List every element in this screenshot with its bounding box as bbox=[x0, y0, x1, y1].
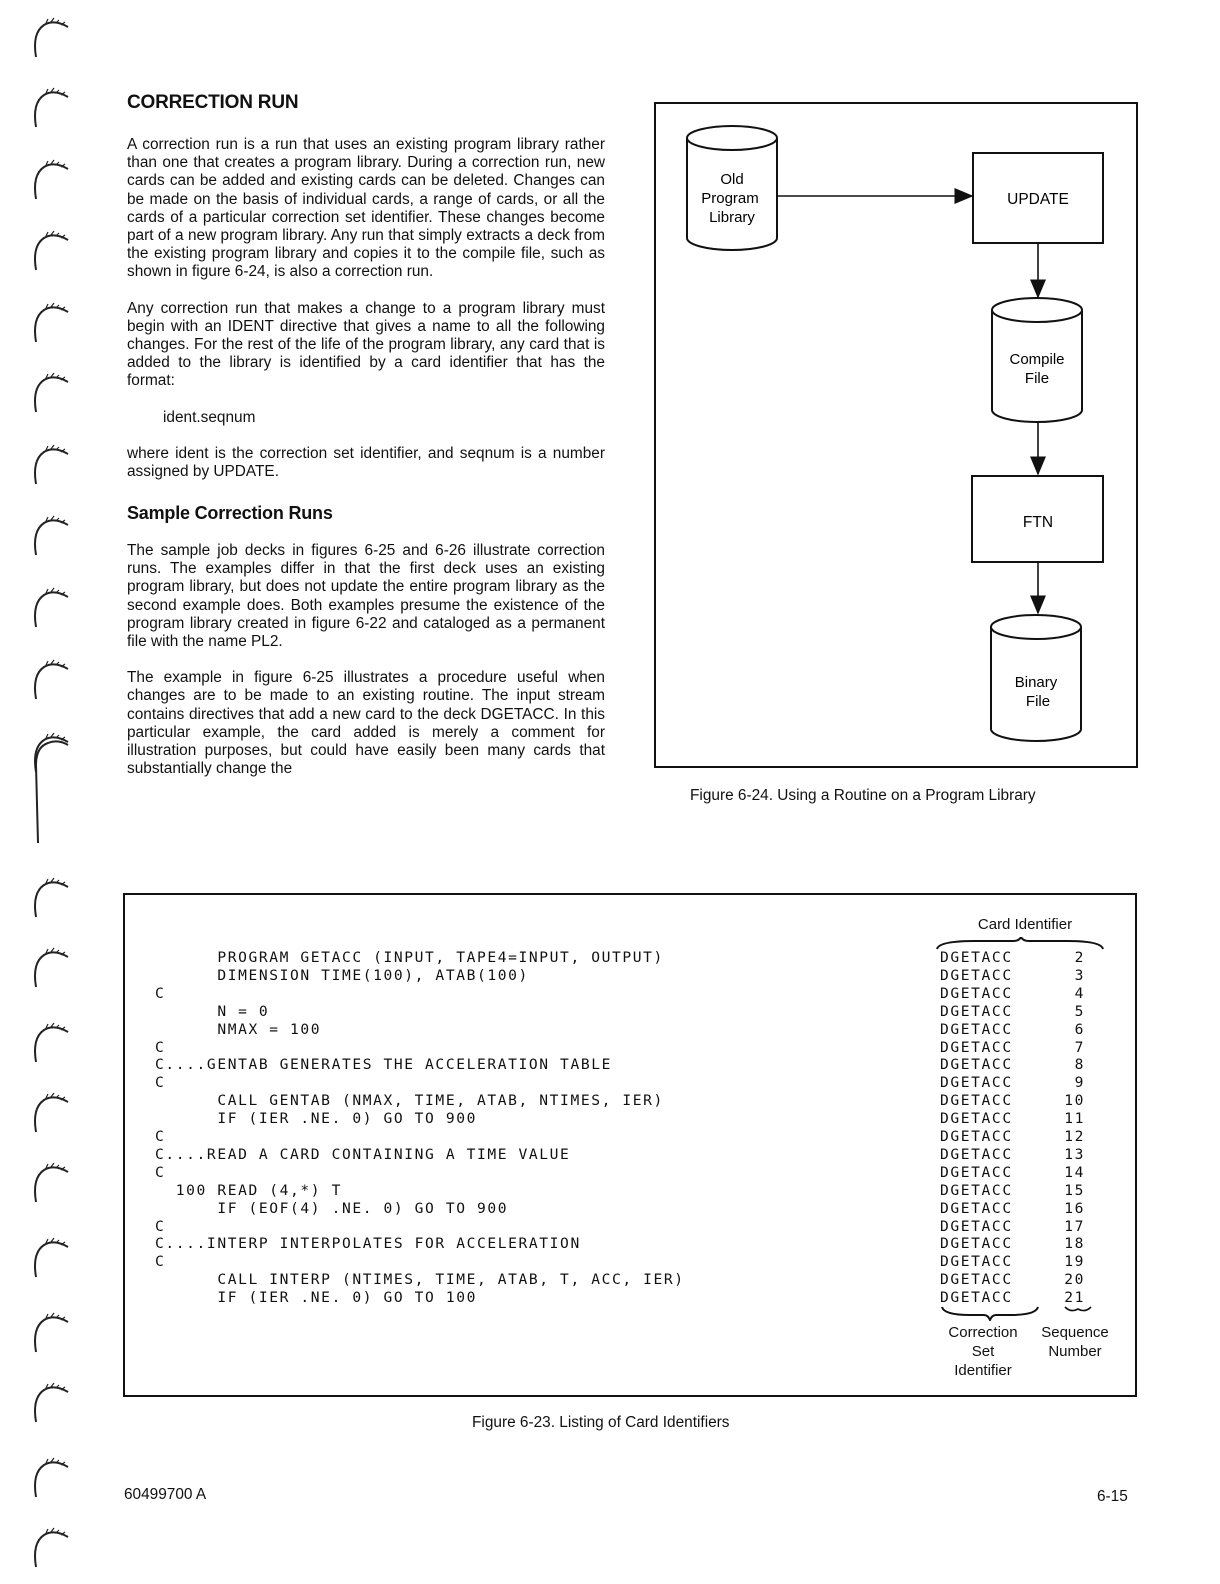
correction-set-id: DGETACC bbox=[940, 1163, 1013, 1181]
old-library-label-3: Library bbox=[709, 209, 755, 226]
code-line: IF (IER .NE. 0) GO TO 900 bbox=[155, 1110, 477, 1128]
correction-set-id: DGETACC bbox=[940, 1289, 1013, 1307]
code-line: DIMENSION TIME(100), ATAB(100) bbox=[155, 966, 529, 984]
code-line: NMAX = 100 bbox=[155, 1020, 322, 1038]
binder-punch-mark bbox=[30, 1310, 72, 1354]
binder-punch-mark bbox=[30, 228, 72, 272]
update-box bbox=[973, 153, 1103, 243]
old-library-label-2: Program bbox=[701, 190, 759, 207]
sequence-number: 11 bbox=[1064, 1110, 1085, 1128]
correction-set-id: DGETACC bbox=[940, 1074, 1013, 1092]
sequence-number: 10 bbox=[1064, 1092, 1085, 1110]
compile-label-1: Compile bbox=[1009, 351, 1065, 368]
paragraph: A correction run is a run that uses an existing program library rather than one that creates a program library. During a correction run, new cards can be added and existing cards can be deleted. Changes can be made on the basis of individual cards, a range of cards, or all the cards of a particular correction set identifier. These changes become part of a new program library. Any run that simply extracts a deck from the existing program library and copies it to the compile file, such as shown in figure 6-24, is also a correction run. bbox=[127, 136, 605, 281]
card-identifier-label: Card Identifier bbox=[977, 916, 1073, 933]
binder-punch-mark bbox=[30, 442, 72, 486]
correction-set-id: DGETACC bbox=[940, 1199, 1013, 1217]
correction-set-id: DGETACC bbox=[940, 949, 1013, 966]
heading-sample-correction-runs: Sample Correction Runs bbox=[127, 503, 333, 524]
old-program-library-cylinder bbox=[687, 126, 777, 250]
sequence-number: 12 bbox=[1064, 1128, 1085, 1145]
binder-punch-mark bbox=[30, 1380, 72, 1424]
correction-set-id: DGETACC bbox=[940, 1271, 1013, 1289]
binder-punch-mark bbox=[30, 1160, 72, 1204]
compile-file-cylinder bbox=[992, 298, 1082, 422]
figure-6-23-listing bbox=[123, 893, 1137, 1397]
figure-6-23-caption: Figure 6-23. Listing of Card Identifiers bbox=[472, 1414, 730, 1431]
old-library-label-1: Old bbox=[720, 171, 744, 188]
compile-label-2: File bbox=[1024, 370, 1050, 387]
correction-set-id: DGETACC bbox=[940, 1056, 1013, 1074]
code-line: IF (IER .NE. 0) GO TO 100 bbox=[155, 1289, 477, 1307]
correction-set-id: DGETACC bbox=[940, 1092, 1013, 1110]
sequence-number: 3 bbox=[1074, 966, 1085, 984]
sequence-number: 17 bbox=[1064, 1217, 1085, 1235]
footer-page-number: 6-15 bbox=[1097, 1488, 1128, 1505]
sequence-number: 14 bbox=[1064, 1163, 1085, 1181]
sequence-number: 6 bbox=[1074, 1020, 1085, 1038]
binder-punch-mark bbox=[30, 945, 72, 989]
binder-punch-mark bbox=[30, 513, 72, 557]
correction-set-id: DGETACC bbox=[940, 1145, 1013, 1163]
code-line: CALL INTERP (NTIMES, TIME, ATAB, T, ACC, IER) bbox=[155, 1271, 685, 1289]
correction-set-id: DGETACC bbox=[940, 1181, 1013, 1199]
sequence-number: 20 bbox=[1064, 1271, 1085, 1289]
code-line: PROGRAM GETACC (INPUT, TAPE4=INPUT, OUTPUT) bbox=[155, 949, 664, 966]
binder-punch-mark bbox=[30, 300, 72, 344]
binder-punch-mark bbox=[30, 875, 72, 919]
code-line: C bbox=[155, 1074, 166, 1092]
paragraph: The example in figure 6-25 illustrates a procedure useful when changes are to be made to an existing routine. The input stream contains directives that add a new card to the deck DGETACC. In this particular example, the card added is merely a comment for illustration purposes, but could have easily been many cards that substantially change the bbox=[127, 669, 605, 778]
correction-set-id: DGETACC bbox=[940, 966, 1013, 984]
binder-punch-mark bbox=[30, 1455, 72, 1499]
correction-set-id: DGETACC bbox=[940, 1110, 1013, 1128]
sequence-number: 7 bbox=[1074, 1038, 1085, 1056]
label-line: Identifier bbox=[954, 1362, 1012, 1379]
binder-punch-mark bbox=[30, 1020, 72, 1064]
code-line: CALL GENTAB (NMAX, TIME, ATAB, NTIMES, IER) bbox=[155, 1092, 664, 1110]
binder-punch-mark bbox=[30, 1090, 72, 1134]
sequence-number: 13 bbox=[1064, 1145, 1085, 1163]
correction-set-id: DGETACC bbox=[940, 1020, 1013, 1038]
correction-set-id: DGETACC bbox=[940, 1002, 1013, 1020]
ftn-box bbox=[972, 476, 1103, 562]
code-line: C bbox=[155, 984, 166, 1002]
correction-set-id: DGETACC bbox=[940, 984, 1013, 1002]
binder-punch-mark bbox=[30, 85, 72, 129]
binder-punch-mark bbox=[30, 157, 72, 201]
footer-doc-number: 60499700 A bbox=[124, 1486, 207, 1503]
label-line: Correction bbox=[948, 1324, 1018, 1341]
code-line: N = 0 bbox=[155, 1002, 270, 1020]
code-line: 100 READ (4,*) T bbox=[155, 1181, 342, 1199]
label-line: Number bbox=[1048, 1343, 1102, 1360]
correction-set-id: DGETACC bbox=[940, 1235, 1013, 1253]
paragraph: Any correction run that makes a change to a program library must begin with an IDENT directive that gives a name to all the following changes. For the rest of the life of the program library, any card that is added to the library is identified by a card identifier that has the format: bbox=[127, 299, 605, 390]
flow-diagram-svg bbox=[656, 104, 1136, 766]
ident-format: ident.seqnum bbox=[163, 408, 256, 426]
sequence-number: 21 bbox=[1064, 1289, 1085, 1307]
sequence-number: 15 bbox=[1064, 1181, 1085, 1199]
sequence-number: 16 bbox=[1064, 1199, 1085, 1217]
update-label: UPDATE bbox=[1007, 191, 1069, 208]
binder-punch-mark bbox=[30, 657, 72, 701]
binder-punch-mark bbox=[30, 370, 72, 414]
sequence-number: 18 bbox=[1064, 1235, 1085, 1253]
correction-set-brace bbox=[940, 1305, 1040, 1321]
binder-punch-mark bbox=[30, 15, 72, 59]
code-line: C bbox=[155, 1217, 166, 1235]
binary-label-2: File bbox=[1025, 693, 1051, 710]
sequence-number: 2 bbox=[1074, 949, 1085, 966]
left-column bbox=[127, 92, 605, 796]
ftn-label: FTN bbox=[1022, 514, 1054, 531]
binary-label-1: Binary bbox=[1014, 674, 1058, 691]
sequence-number: 4 bbox=[1074, 984, 1085, 1002]
code-line: IF (EOF(4) .NE. 0) GO TO 900 bbox=[155, 1199, 509, 1217]
binary-file-cylinder bbox=[991, 615, 1081, 741]
sequence-number-label bbox=[1030, 1323, 1120, 1361]
correction-set-id: DGETACC bbox=[940, 1038, 1013, 1056]
figure-6-24-caption: Figure 6-24. Using a Routine on a Program Library bbox=[690, 787, 1036, 804]
binder-punch-mark bbox=[30, 585, 72, 629]
code-line: C bbox=[155, 1253, 166, 1271]
paragraph: where ident is the correction set identifier, and seqnum is a number assigned by UPDATE. bbox=[127, 444, 605, 480]
margin-bracket-mark bbox=[30, 735, 72, 845]
correction-set-id: DGETACC bbox=[940, 1217, 1013, 1235]
sequence-number-brace bbox=[1063, 1305, 1093, 1315]
label-line: Set bbox=[971, 1343, 995, 1360]
heading-correction-run: CORRECTION RUN bbox=[127, 92, 299, 113]
sequence-number: 9 bbox=[1074, 1074, 1085, 1092]
code-line: C bbox=[155, 1163, 166, 1181]
code-line: C....INTERP INTERPOLATES FOR ACCELERATION bbox=[155, 1235, 581, 1253]
code-line: C bbox=[155, 1128, 166, 1145]
label-line: Sequence bbox=[1041, 1324, 1109, 1341]
figure-6-24-diagram bbox=[654, 102, 1138, 768]
sequence-number: 19 bbox=[1064, 1253, 1085, 1271]
binder-punch-mark bbox=[30, 1525, 72, 1569]
sequence-number: 8 bbox=[1074, 1056, 1085, 1074]
paragraph: The sample job decks in figures 6-25 and 6-26 illustrate correction runs. The examples differ in that the first deck uses an existing program library, but does not update the entire program library as the second example does. Both examples presume the existence of the program library created in figure 6-22 and cataloged as a permanent file with the name PL2. bbox=[127, 542, 605, 651]
correction-set-id: DGETACC bbox=[940, 1253, 1013, 1271]
code-line: C....READ A CARD CONTAINING A TIME VALUE bbox=[155, 1145, 571, 1163]
sequence-number: 5 bbox=[1074, 1002, 1085, 1020]
code-line: C....GENTAB GENERATES THE ACCELERATION TABLE bbox=[155, 1056, 612, 1074]
binder-punch-mark bbox=[30, 1235, 72, 1279]
correction-set-id: DGETACC bbox=[940, 1128, 1013, 1145]
code-line: C bbox=[155, 1038, 166, 1056]
correction-set-identifier-label bbox=[933, 1323, 1033, 1380]
